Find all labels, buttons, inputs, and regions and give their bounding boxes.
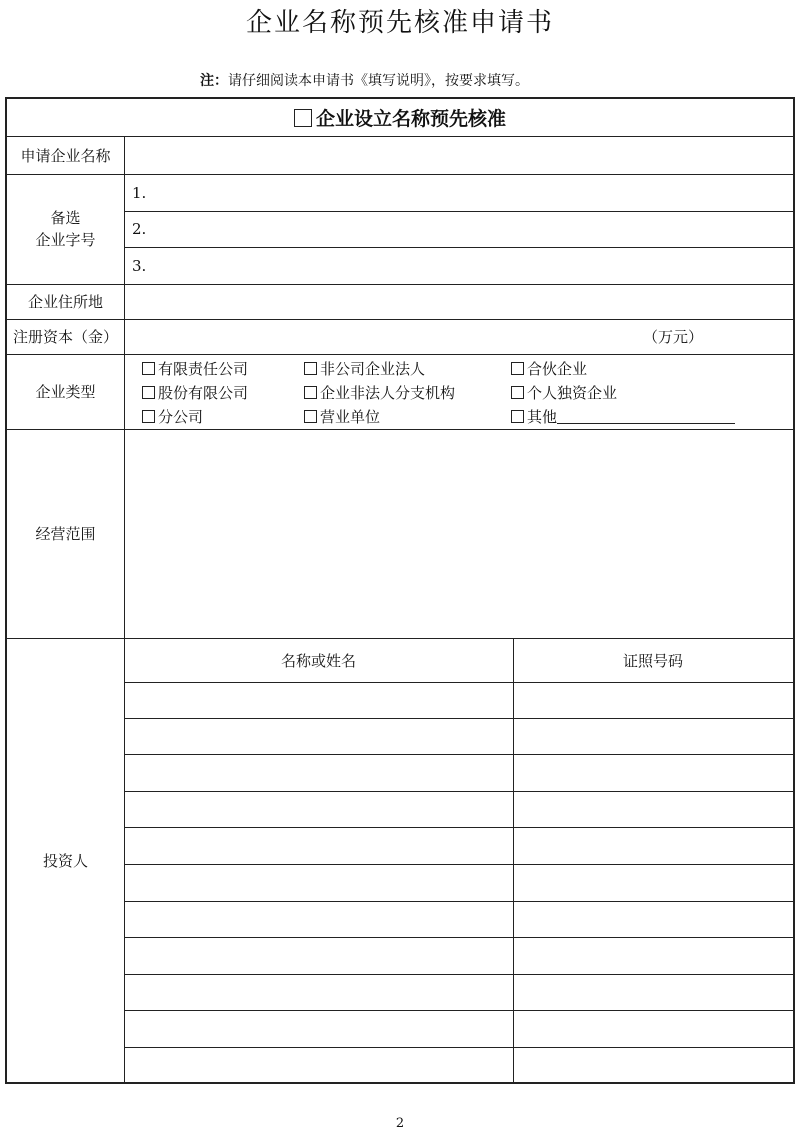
page-number: 2 — [395, 1116, 405, 1131]
checkbox-icon[interactable] — [142, 362, 155, 375]
company-type-label: 企业类型 — [35, 383, 96, 401]
investors-label: 投资人 — [42, 851, 88, 870]
rule — [124, 1010, 793, 1011]
type-option[interactable]: 分公司 — [142, 406, 203, 427]
alt-names-label — [7, 174, 124, 284]
address-field[interactable] — [124, 284, 793, 319]
rule — [124, 864, 793, 865]
alt-name-field-2[interactable]: 2. — [132, 220, 147, 238]
note-label: 注： — [200, 73, 228, 89]
rule — [124, 682, 793, 683]
rule — [124, 827, 793, 828]
rule — [124, 754, 793, 755]
capital-field[interactable] — [124, 319, 793, 354]
type-option[interactable]: 企业非法人分支机构 — [304, 382, 455, 403]
address-label: 企业住所地 — [27, 293, 103, 311]
type-option[interactable]: 非公司企业法人 — [304, 358, 425, 379]
other-blank-line[interactable] — [557, 409, 735, 424]
business-scope-field[interactable] — [124, 429, 793, 638]
type-option[interactable]: 合伙企业 — [511, 358, 587, 379]
type-option[interactable]: 股份有限公司 — [142, 382, 248, 403]
document-title: 企业名称预先核准申请书 — [245, 8, 554, 38]
form-heading-text: 企业设立名称预先核准 — [315, 108, 506, 130]
capital-label: 注册资本（金） — [12, 328, 118, 346]
type-option[interactable]: 个人独资企业 — [511, 382, 617, 403]
type-option-other[interactable]: 其他 — [511, 406, 735, 427]
form-heading — [7, 99, 793, 136]
note-text: 请仔细阅读本申请书《填写说明》，按要求填写。 — [228, 73, 529, 89]
rule — [124, 974, 793, 975]
rule — [124, 937, 793, 938]
checkbox-icon[interactable] — [142, 410, 155, 423]
alt-names-label-line1: 备选 — [50, 209, 81, 227]
business-scope-label: 经营范围 — [35, 525, 96, 543]
investor-name-header: 名称或姓名 — [280, 651, 356, 670]
application-form — [5, 97, 795, 1084]
instruction-note — [200, 70, 529, 90]
rule — [124, 1047, 793, 1048]
rule — [124, 718, 793, 719]
rule — [124, 901, 793, 902]
checkbox-icon[interactable] — [511, 362, 524, 375]
checkbox-icon[interactable] — [304, 362, 317, 375]
alt-name-field-3[interactable]: 3. — [132, 256, 147, 275]
applicant-name-label: 申请企业名称 — [20, 146, 111, 165]
applicant-name-field[interactable] — [124, 136, 793, 174]
capital-unit: （万元） — [642, 328, 703, 346]
rule — [124, 791, 793, 792]
column-divider — [513, 638, 514, 1082]
checkbox-icon[interactable] — [511, 410, 524, 423]
alt-name-field-1[interactable]: 1. — [132, 183, 147, 202]
investor-id-header: 证照号码 — [622, 651, 683, 670]
checkbox-icon[interactable] — [304, 410, 317, 423]
type-option[interactable]: 有限责任公司 — [142, 358, 248, 379]
checkbox-icon[interactable] — [142, 386, 155, 399]
type-option[interactable]: 营业单位 — [304, 406, 380, 427]
alt-names-label-line2: 企业字号 — [35, 231, 96, 249]
heading-checkbox[interactable] — [294, 109, 312, 127]
checkbox-icon[interactable] — [304, 386, 317, 399]
checkbox-icon[interactable] — [511, 386, 524, 399]
